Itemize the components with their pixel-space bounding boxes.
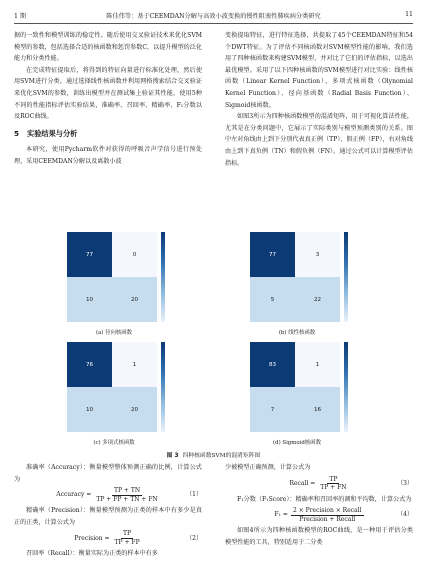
denominator: TP + FN — [320, 484, 347, 492]
paragraph: 准确率（Accuracy）：衡量模型整体预测正确的比例，计算公式为 — [14, 464, 202, 483]
numerator: 2 × Precision × Recall — [292, 507, 362, 515]
fraction — [113, 530, 142, 546]
paragraph: F₁分数（F₁Score）：精确率和召回率的调和平均数，计算公式为 — [237, 495, 412, 503]
matrix-cell: 5 — [250, 277, 295, 322]
right-column-top — [225, 30, 413, 169]
fraction — [94, 487, 159, 503]
figure-title: 四种核函数SVM的混淆矩阵图 — [182, 453, 261, 459]
equation-lhs: Recall = — [289, 479, 316, 487]
confusion-matrix-c — [67, 342, 157, 432]
equation-number: （4） — [397, 511, 413, 519]
paragraph: 本研究，使用Pycharm软件对获得的呼吸音声学信号进行预处理，采用CEEMDAN分解以及离散小波 — [14, 146, 202, 165]
colorbar — [161, 342, 165, 432]
denominator: TP + FP + TN + FN — [96, 495, 158, 503]
paragraph: 精确率（Precision）：衡量模型预测为正类的样本中有多少是真正的正类，计算公式为 — [14, 507, 202, 526]
section-number: 5 — [14, 128, 20, 138]
paragraph: 少被模型正确预测，计算公式为 — [225, 464, 311, 471]
subfigure-caption: (c) 多项式核函数 — [93, 440, 135, 446]
equation-1 — [14, 485, 202, 505]
matrix-cell: 10 — [67, 387, 112, 432]
matrix-cell: 20 — [112, 277, 157, 322]
equation-number: （1） — [186, 491, 202, 499]
fraction — [291, 507, 364, 523]
matrix-cell: 76 — [67, 342, 112, 387]
section-title: 实验结果与分析 — [27, 128, 78, 138]
denominator: Precision + Recall — [299, 515, 356, 523]
equation-lhs: Accuracy = — [56, 491, 92, 499]
equation-3 — [225, 474, 413, 494]
numerator: TP + TN — [113, 487, 141, 495]
page-number: 11 — [405, 11, 413, 18]
section-heading — [14, 128, 202, 140]
paragraph: 变换提取特征，进行特征选择，共提取了45个CEEMDAN特征和54个DWT特征。为了评估不同核函数对SVM模型性能的影响，我们选用了四种核函数来构建SVM模型，并对比了它们的评估指标，以选出最优模型。采用了以下四种核函数的SVM模型进行对比实验：线性核函数（Linear Kernel Function）、多项式核函数（Olynomial Kernel Function）、径向基函数（Radial Basis Function）、Sigmoid核函数。 — [225, 32, 413, 109]
matrix-cell: 7 — [250, 387, 295, 432]
matrix-cell: 1 — [112, 342, 157, 387]
matrix-cell: 83 — [250, 342, 295, 387]
paragraph: 在完成特征提取后，将得到的特征向量进行标准化处理，然后使用SVM进行分类。通过选择线性核函数并利用网格搜索结合交叉验证来优化SVM的参数，训练出模型并在测试集上验证其性能，使用5种不同的性能指标评估实验结果，准确率、召回率、精确率、F₁分数以及ROC曲线。 — [14, 66, 202, 121]
matrix-cell: 16 — [295, 387, 340, 432]
denominator: TP + FP — [114, 538, 140, 546]
matrix-cell: 20 — [112, 387, 157, 432]
confusion-matrix-a — [67, 232, 157, 322]
matrix-cell: 3 — [295, 232, 340, 277]
paragraph: 召回率（Recall）：衡量实际为正类的样本中有多 — [26, 550, 158, 558]
subfigure-caption: (b) 线性核函数 — [278, 330, 316, 336]
equation-lhs: F₁ = — [274, 511, 288, 519]
figure-3 — [14, 232, 413, 458]
confusion-matrix-b — [250, 232, 340, 322]
matrix-cell: 22 — [295, 277, 340, 322]
colorbar — [344, 232, 348, 322]
colorbar — [161, 232, 165, 322]
running-header — [14, 11, 413, 23]
left-column-bottom — [14, 462, 202, 560]
running-title: 陈佳伟等：基于CEEMDAN分解与高效小波变换的慢性阻塞性肺疾病分类研究 — [106, 13, 321, 20]
fraction — [318, 476, 348, 492]
matrix-cell: 10 — [67, 277, 112, 322]
right-column-bottom — [225, 462, 413, 548]
paragraph: 如图3所示为四种核函数模型的混淆矩阵，用于可视化算法性能，尤其是在分类问题中，它展示了实际类别与模型预测类别的关系。图中左对角线由上到下分别代表真正例（TP）、假正例（FP），右对角线由上到下真负例（TN）和假负例（FN）。通过公式可以计算模型评估指标。 — [225, 113, 413, 167]
issue-number: 1 期 — [14, 13, 27, 20]
matrix-cell: 1 — [295, 342, 340, 387]
numerator: TP — [123, 530, 132, 538]
left-column-top — [14, 30, 202, 168]
equation-2 — [14, 528, 202, 548]
header-rule — [14, 23, 413, 24]
figure-caption — [14, 450, 413, 459]
equation-number: （3） — [397, 479, 413, 487]
paragraph: 如图4所示为四种核函数模型的ROC曲线，是一种用于评估分类模型性能的工具，特别适用于二分类 — [225, 527, 413, 546]
numerator: TP — [329, 475, 338, 483]
matrix-cell: 77 — [250, 232, 295, 277]
equation-4 — [225, 505, 413, 525]
figure-label: 图 3 — [166, 453, 179, 459]
colorbar — [344, 342, 348, 432]
equation-number: （2） — [186, 534, 202, 542]
subfigure-caption: (d) Sigmoid核函数 — [273, 440, 321, 446]
equation-lhs: Precision = — [74, 534, 110, 542]
matrix-cell: 0 — [112, 232, 157, 277]
paragraph: 据的一致性和模型训练的稳定性。随后使用交叉验证技术来优化SVM模型的参数，包括选择合适的核函数和惩罚参数C，以提升模型的泛化能力和分类性能。 — [14, 32, 202, 63]
confusion-matrix-d — [250, 342, 340, 432]
matrix-cell: 77 — [67, 232, 112, 277]
subfigure-caption: (a) 径向核函数 — [95, 330, 133, 336]
